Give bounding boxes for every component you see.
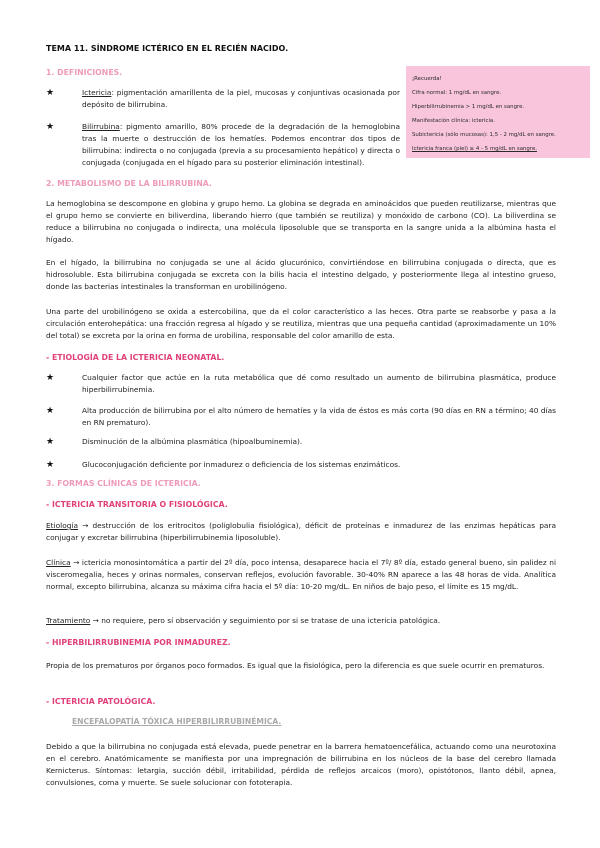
definition-text: : pigmento amarillo, 80% procede de la degradación de la hemoglobina tras la muerte o destrucción de los hematíes. Podemos encontrar dos tipos de bilirrubina: indirecta o no conjugada (previa a su procesamiento hepático) y directa o conjugada (conjugada en el hígado para su posterior eliminación intestinal). [82,122,400,167]
note-line: ¡Recuerda! [412,76,442,82]
star-bullet-icon: ★ [46,406,55,416]
definition-bilirrubina [46,121,400,169]
note-line: Ictericia franca (piel) ≥ 4 - 5 mg/dL en sangre. [412,146,537,152]
section-heading-metabolismo: 2. METABOLISMO DE LA BILIRRUBINA. [46,179,212,188]
note-line: Cifra normal: 1 mg/dL en sangre. [412,90,502,96]
label-etiologia: Etiología [46,521,78,530]
subheading-ictericia-transitoria: - ICTERICIA TRANSITORIA O FISIOLÓGICA. [46,500,228,509]
etiologia-text: → destrucción de los eritrocitos (poliglobulia fisiológica), déficit de proteínas e inmadurez de las enzimas hepáticas para conjugar y excretar bilirrubina (hiperbilirrubinemia liposoluble). [46,521,556,542]
section-heading-etiologia: - ETIOLOGÍA DE LA ICTERICIA NEONATAL. [46,353,225,362]
etiology-text: Cualquier factor que actúe en la ruta metabólica que dé como resultado un aumento de bilirrubina plasmática, produce hiperbilirrubinemia. [82,373,556,394]
paragraph: Debido a que la bilirrubina no conjugada está elevada, puede penetrar en la barrera hematoencefálica, actuando como una neurotoxina en el cerebro. Anatómicamente se manifiesta por una impregnación de bilirrubina en los núcleos de la base del cerebro llamada Kernicterus. Síntomas: letargia, succión débil, irritabilidad, pérdida de reflejos arcaicos (moro), opistótonos, llanto débil, apnea, convulsiones, coma y muerte. Se suele solucionar con fototerapia. [46,742,556,787]
note-line: Hiperbilirrubinemia > 1 mg/dL en sangre. [412,104,525,110]
paragraph: Una parte del urobilinógeno se oxida a estercobilina, que da el color característico a las heces. Otra parte se reabsorbe y pasa a la circulación enterohepática: una fracción regresa al hígado y se reutiliza, mientras que una pequeña cantidad (aproximadamente un 10% del total) se excreta por la orina en forma de urobilina, responsable del color amarillo de esta. [46,307,556,340]
term-ictericia: Ictericia [82,88,112,97]
label-tratamiento: Tratamiento [46,616,91,625]
reminder-note-box [406,66,590,158]
paragraph: La hemoglobina se descompone en globina y grupo hemo. La globina se degrada en aminoácidos que pueden reutilizarse, mientras que el grupo hemo se convierte en biliverdina, liberando hierro (que también se reutiliza) y monóxido de carbono (CO). La biliverdina se reduce a bilirrubina no conjugada o indirecta, una molécula liposoluble que se transporta en la sangre unida a la albúmina hasta el hígado. [46,199,556,244]
paragraph-tratamiento [46,615,556,627]
note-line: Manifestación clínica: ictericia. [412,118,495,124]
subheading-encefalopatia: ENCEFALOPATÍA TÓXICA HIPERBILIRRUBINÉMICA. [72,717,282,726]
term-bilirrubina: Bilirrubina [82,122,120,131]
definition-text: : pigmentación amarillenta de la piel, mucosas y conjuntivas ocasionada por depósito de bilirrubina. [82,88,400,109]
subheading-ictericia-patologica: - ICTERICIA PATOLÓGICA. [46,697,156,706]
paragraph: Propia de los prematuros por órganos poco formados. Es igual que la fisiológica, pero la diferencia es que suele ocurrir en prematuros. [46,661,545,670]
definition-ictericia [46,87,400,111]
etiology-text: Glucoconjugación deficiente por inmadurez o deficiencia de los sistemas enzimáticos. [82,460,401,469]
etiology-item [46,436,556,448]
note-line: Subictericia (sólo mucosas): 1,5 - 2 mg/dL en sangre. [412,132,556,138]
tratamiento-text: → no requiere, pero sí observación y seguimiento por si se tratase de una ictericia patológica. [90,616,441,625]
paragraph-etiologia [46,520,556,544]
star-bullet-icon: ★ [46,88,55,98]
star-bullet-icon: ★ [46,122,55,132]
etiology-item [46,405,556,429]
label-clinica: Clínica [46,558,71,567]
clinica-text: → ictericia monosintomática a partir del 2º día, poco intensa, desaparece hacia el 7º/ 8º día, estado general bueno, sin palidez ni visceromegalia, heces y orinas normales, conservan reflejos, evolución favorable. 30-40% RN aparece a las 48 horas de vida. Analítica normal, excepto bilirrubina, alcanza su máxima cifra hacia el 5º día: 10-20 mg/dL. En niños de bajo peso, el límite es 15 mg/dL. [46,558,556,591]
paragraph-clinica [46,557,556,593]
section-heading-definiciones: 1. DEFINICIONES. [46,68,123,77]
section-heading-formas-clinicas: 3. FORMAS CLÍNICAS DE ICTERICIA. [46,479,201,488]
subheading-hiperbilirrubinemia: - HIPERBILIRRUBINEMIA POR INMADUREZ. [46,638,231,647]
star-bullet-icon: ★ [46,437,55,447]
star-bullet-icon: ★ [46,373,55,383]
paragraph: En el hígado, la bilirrubina no conjugada se une al ácido glucurónico, convirtiéndose en bilirrubina conjugada o directa, que es hidrosoluble. Esta bilirrubina conjugada se excreta con la bilis hacia el intestino delgado, y posteriormente llega al intestino grueso, donde las bacterias intestinales la transforman en urobilinógeno. [46,258,556,291]
star-bullet-icon: ★ [46,460,55,470]
etiology-text: Disminución de la albúmina plasmática (hipoalbuminemia). [82,437,303,446]
etiology-item [46,372,556,396]
document-title: TEMA 11. SÍNDROME ICTÉRICO EN EL RECIÉN NACIDO. [46,44,289,53]
etiology-text: Alta producción de bilirrubina por el alto número de hematíes y la vida de éstos es más corta (90 días en RN a término; 40 días en RN prematuro). [82,406,556,427]
etiology-item [46,459,556,471]
